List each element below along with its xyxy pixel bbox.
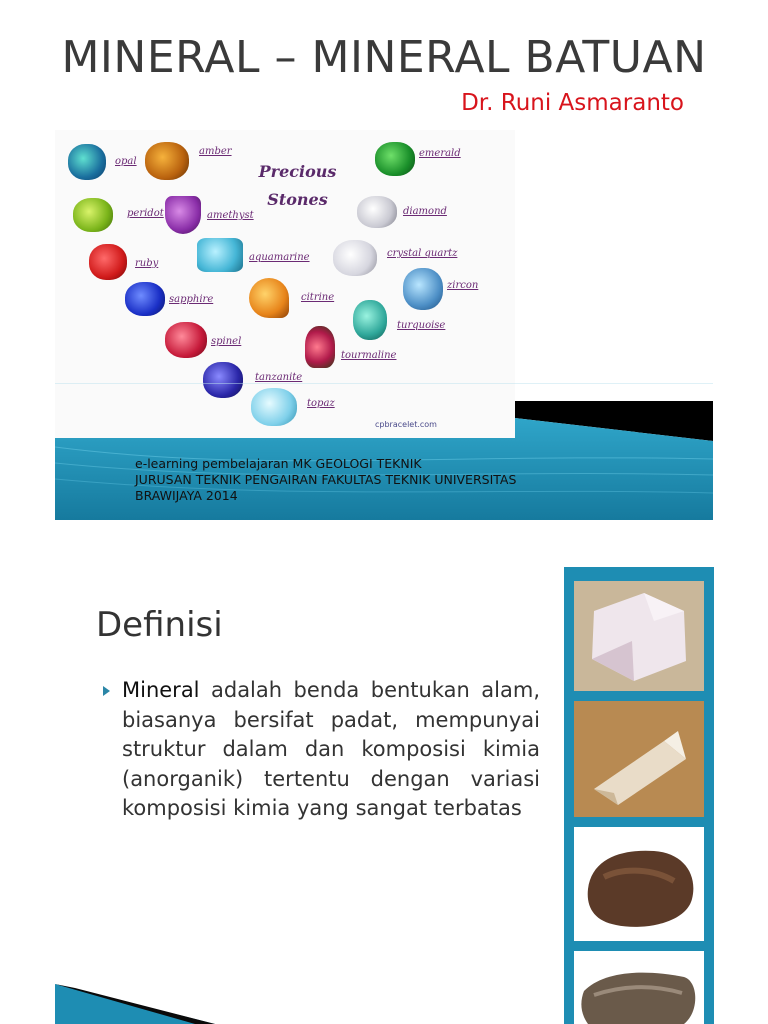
course-info-line3: BRAWIJAYA 2014 bbox=[135, 488, 238, 503]
peridot-gem bbox=[73, 198, 113, 232]
footer-band bbox=[55, 383, 713, 520]
spinel-gem bbox=[165, 322, 207, 358]
label-sapphire: sapphire bbox=[169, 294, 214, 305]
mineral-photo-2 bbox=[574, 701, 704, 817]
label-diamond: diamond bbox=[403, 206, 447, 217]
mineral-photo-column bbox=[564, 567, 714, 1024]
label-amber: amber bbox=[199, 146, 232, 157]
course-info bbox=[135, 456, 695, 504]
citrine-gem bbox=[249, 278, 289, 318]
label-spinel: spinel bbox=[211, 336, 242, 347]
section-heading: Definisi bbox=[96, 605, 223, 645]
mineral-photo-4 bbox=[574, 951, 704, 1024]
opal-gem bbox=[68, 144, 106, 180]
label-zircon: zircon bbox=[447, 280, 479, 291]
label-peridot: peridot bbox=[127, 208, 164, 219]
tourmaline-gem bbox=[305, 326, 335, 368]
label-amethyst: amethyst bbox=[207, 210, 254, 221]
label-turquoise: turquoise bbox=[397, 320, 446, 331]
crystal-quartz-gem bbox=[333, 240, 377, 276]
corner-swoosh bbox=[55, 984, 215, 1024]
slide-title: MINERAL – MINERAL BATUAN bbox=[61, 32, 707, 83]
definition-body: adalah benda bentukan alam, biasanya bersifat padat, mempunyai struktur dalam dan komposisi kimia (anorganik) tertentu dengan variasi komposisi kimia yang sangat terbatas bbox=[122, 678, 540, 821]
emerald-gem bbox=[375, 142, 415, 176]
definition-term: Mineral bbox=[122, 678, 200, 702]
amethyst-gem bbox=[165, 196, 201, 234]
label-tanzanite: tanzanite bbox=[255, 372, 303, 383]
definition-paragraph bbox=[122, 676, 540, 824]
image-credit: cpbracelet.com bbox=[375, 420, 437, 429]
mineral-photo-3 bbox=[574, 827, 704, 941]
label-ruby: ruby bbox=[135, 258, 159, 269]
mineral-photo-1 bbox=[574, 581, 704, 691]
amber-gem bbox=[145, 142, 189, 180]
ruby-gem bbox=[89, 244, 127, 280]
label-citrine: citrine bbox=[301, 292, 335, 303]
label-topaz: topaz bbox=[307, 398, 335, 409]
stones-heading-line1: Precious bbox=[258, 162, 337, 181]
bullet-arrow-icon bbox=[103, 686, 110, 696]
author-name: Dr. Runi Asmaranto bbox=[461, 90, 684, 116]
course-info-line1: e-learning pembelajaran MK GEOLOGI TEKNIK bbox=[135, 456, 422, 471]
aquamarine-gem bbox=[197, 238, 243, 272]
label-aquamarine: aquamarine bbox=[249, 252, 310, 263]
label-opal: opal bbox=[115, 156, 137, 167]
label-emerald: emerald bbox=[419, 148, 461, 159]
turquoise-gem bbox=[353, 300, 387, 340]
zircon-gem bbox=[403, 268, 443, 310]
stones-heading-line2: Stones bbox=[267, 190, 328, 209]
diamond-gem bbox=[357, 196, 397, 228]
sapphire-gem bbox=[125, 282, 165, 316]
course-info-line2: JURUSAN TEKNIK PENGAIRAN FAKULTAS TEKNIK UNIVERSITAS bbox=[135, 472, 517, 487]
label-tourmaline: tourmaline bbox=[341, 350, 397, 361]
label-crystal-quartz: crystal quartz bbox=[387, 248, 458, 259]
